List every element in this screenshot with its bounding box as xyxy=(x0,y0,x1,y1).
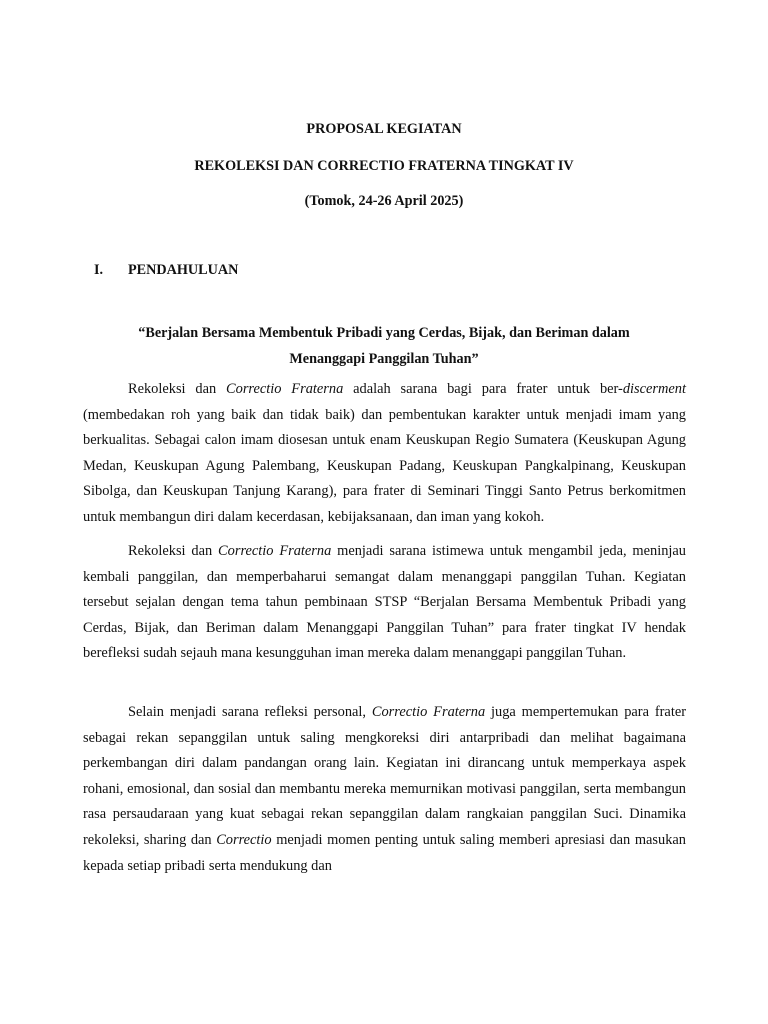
paragraph-2-block xyxy=(83,539,686,667)
paragraph-1-text-e: (membedakan roh yang baik dan tidak baik) dan pembentukan karakter untuk menjadi imam yang berkualitas. Sebagai calon imam diosesan untuk enam Keuskupan Regio Sumatera (Keuskupan Agung Medan, Keuskupan Agung Palembang, Keuskupan Padang, Keuskupan Pangkalpinang, Keuskupan Sibolga, dan Keuskupan Tanjung Karang), para frater di Seminari Tinggi Santo Petrus berkomitmen untuk membangun diri dalam kecerdasan, kebijaksanaan, dan iman yang kokoh. xyxy=(83,406,686,525)
paragraph-2-italic-term: Correctio Fraterna xyxy=(218,543,332,559)
paragraph-2-text-c: menjadi sarana istimewa untuk mengambil jeda, meninjau kembali panggilan, dan memperbaharui semangat dalam menanggapi panggilan Tuhan. Kegiatan tersebut sejalan dengan tema tahun pembinaan STSP “Berjalan Bersama Membentuk Pribadi yang Cerdas, Bijak, dan Beriman dalam Menanggapi Panggilan Tuhan” para frater tingkat IV hendak berefleksi sudah sejauh mana kesungguhan iman mereka dalam menanggapi panggilan Tuhan. xyxy=(83,543,686,662)
motto-line-2: Menanggapi Panggilan Tuhan” xyxy=(289,351,479,367)
paragraph-1-italic-discerment: discerment xyxy=(622,381,686,397)
paragraph-3-italic-correctio: Correctio xyxy=(216,831,272,848)
section-title: PENDAHULUAN xyxy=(128,262,239,278)
paragraph-1-italic-term: Correctio Fraterna xyxy=(226,381,344,397)
motto-line-1: “Berjalan Bersama Membentuk Pribadi yang Cerdas, Bijak, dan Beriman dalam xyxy=(138,325,630,341)
section-heading xyxy=(94,262,238,279)
paragraph-3-italic-term: Correctio Fraterna xyxy=(371,704,486,720)
paragraph-3-text-e: menjadi momen penting untuk saling memberi apresiasi dan masukan kepada setiap pribadi serta mendukung dan xyxy=(83,831,686,874)
paragraph-1-block xyxy=(83,377,686,531)
motto-quote xyxy=(100,320,668,372)
section-number: I. xyxy=(94,262,104,278)
paragraph-1-text-c: adalah sarana bagi para frater untuk ber- xyxy=(343,381,623,397)
paragraph-1 xyxy=(83,377,686,531)
paragraph-3-text-c: juga mempertemukan para frater sebagai rekan sepanggilan untuk saling mengkoreksi diri antarpribadi dan melihat bagaimana perkembangan diri dalam pandangan orang lain. Kegiatan ini dirancang untuk memperkaya aspek rohani, emosional, dan sosial dan membantu mereka memurnikan motivasi panggilan, serta membangun rasa persaudaraan yang kuat sebagai rekan sepanggilan dalam rangkaian panggilan Suci. Dinamika rekoleksi, sharing dan xyxy=(83,704,686,848)
document-place-date: (Tomok, 24-26 April 2025) xyxy=(304,193,464,209)
paragraph-3 xyxy=(83,700,686,879)
document-subtitle: REKOLEKSI DAN CORRECTIO FRATERNA TINGKAT IV xyxy=(194,158,574,174)
paragraph-2-text-a: Rekoleksi dan xyxy=(128,543,219,559)
document-title: PROPOSAL KEGIATAN xyxy=(306,121,462,137)
paragraph-3-text-a: Selain menjadi sarana refleksi personal, xyxy=(128,704,372,720)
paragraph-1-text-a: Rekoleksi dan xyxy=(128,381,227,397)
paragraph-2 xyxy=(83,539,686,667)
paragraph-3-block xyxy=(83,700,686,879)
